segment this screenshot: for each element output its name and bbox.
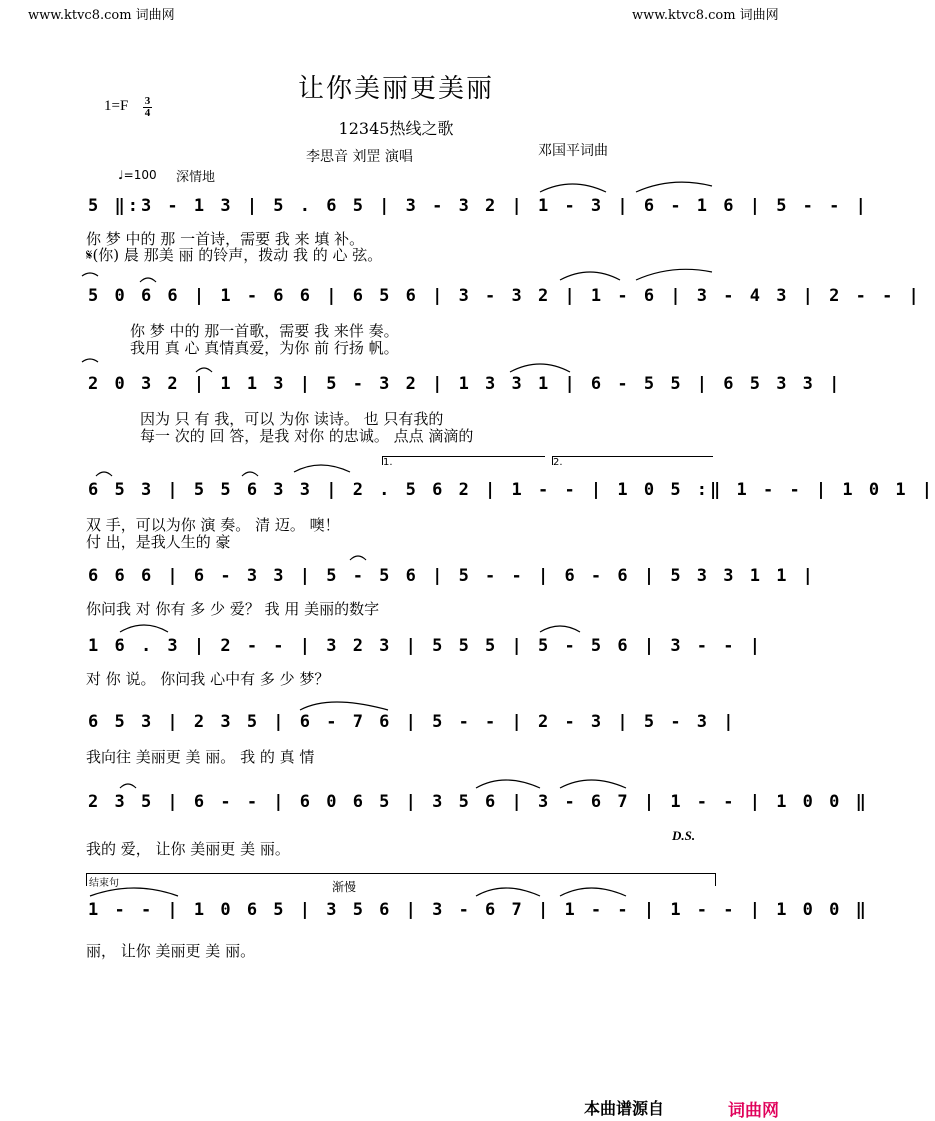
lyrics-row-2-verse-2: 我用 真 心 真情真爱，为你 前 行扬 帆。 <box>130 339 399 357</box>
lyrics-row-5: 你问我 对 你有 多 少 爱？ 我 用 美丽的数字 <box>86 600 380 618</box>
lyrics-row-7: 我向往 美丽更 美 丽。 我 的 真 情 <box>86 748 315 766</box>
lyrics-row-3-verse-1: 因为 只 有 我，可以 为你 读诗。 也 只有我的 <box>140 410 444 428</box>
lyrics-row-4-verse-1: 双 手，可以为你 演 奏。 清 迈。 噢！ <box>86 516 340 534</box>
watermark-left: www.ktvc8.com 词曲网 <box>28 8 175 23</box>
notes-row-9: 1 - - | 1 0 6 5 | 3 5 6 | 3 - 6 7 | 1 - - | 1 - - | 1 0 0 ‖ <box>88 900 869 920</box>
lyrics-row-1-verse-2: 𝄋(你) 晨 那美 丽 的铃声，拨动 我 的 心 弦。 <box>86 246 383 264</box>
notes-row-1: 5 ‖:3 - 1 3 | 5 . 6 5 | 3 - 3 2 | 1 - 3 | 6 - 1 6 | 5 - - | <box>88 196 869 216</box>
notes-row-8: 2 3 5 | 6 - - | 6 0 6 5 | 3 5 6 | 3 - 6 7 | 1 - - | 1 0 0 ‖ <box>88 792 869 812</box>
notes-row-2: 5 0 6 6 | 1 - 6 6 | 6 5 6 | 3 - 3 2 | 1 - 6 | 3 - 4 3 | 2 - - | <box>88 286 922 306</box>
lyrics-row-9: 丽， 让你 美丽更 美 丽。 <box>86 942 256 960</box>
lyrics-row-2-verse-1: 你 梦 中的 那一首歌，需要 我 来伴 奏。 <box>130 322 399 340</box>
lyrics-row-1-verse-1: 你 梦 中的 那 一首诗，需要 我 来 填 补。 <box>86 230 365 248</box>
notes-row-5: 6 6 6 | 6 - 3 3 | 5 - 5 6 | 5 - - | 6 - 6 | 5 3 3 1 1 | <box>88 566 816 586</box>
watermark-right: www.ktvc8.com 词曲网 <box>632 8 779 23</box>
lyrics-row-6: 对 你 说。 你问我 心中有 多 少 梦？ <box>86 670 330 688</box>
lyrics-row-4-verse-2: 付 出，是我人生的 豪 <box>86 533 231 551</box>
footer-brand-logo[interactable]: 词曲网 <box>728 1101 779 1121</box>
coda-bracket: 结束句 <box>86 873 716 886</box>
tempo-mark: ♩=100 <box>118 168 157 182</box>
ritardando-mark: 渐慢 <box>332 880 357 894</box>
ds-mark: D.S. <box>672 828 696 843</box>
key-signature: 1=F <box>104 98 129 114</box>
song-subtitle: 12345热线之歌 <box>338 119 454 138</box>
composer: 邓国平词曲 <box>538 143 608 159</box>
song-title: 让你美丽更美丽 <box>297 74 494 104</box>
lyrics-row-3-verse-2: 每一 次的 回 答，是我 对你 的忠诚。 点点 滴滴的 <box>140 427 474 445</box>
notes-row-7: 6 5 3 | 2 3 5 | 6 - 7 6 | 5 - - | 2 - 3 | 5 - 3 | <box>88 712 737 732</box>
notes-row-6: 1 6 . 3 | 2 - - | 3 2 3 | 5 5 5 | 5 - 5 6 | 3 - - | <box>88 636 763 656</box>
time-signature: 3 4 <box>144 95 151 119</box>
notes-row-3: 2 0 3 2 | 1 1 3 | 5 - 3 2 | 1 3 3 1 | 6 - 5 5 | 6 5 3 3 | <box>88 374 843 394</box>
volta-2: 2. <box>552 456 713 465</box>
footer-source-label: 本曲谱源自 <box>584 1099 665 1118</box>
volta-1: 1. <box>382 456 545 465</box>
performers: 李思音 刘罡 演唱 <box>306 149 413 165</box>
expression-mark: 深情地 <box>176 170 216 185</box>
notes-row-4: 6 5 3 | 5 5 6 3 3 | 2 . 5 6 2 | 1 - - | 1 0 5 :‖ 1 - - | 1 0 1 | <box>88 480 935 500</box>
lyrics-row-8: 我的 爱， 让你 美丽更 美 丽。 <box>86 840 290 858</box>
